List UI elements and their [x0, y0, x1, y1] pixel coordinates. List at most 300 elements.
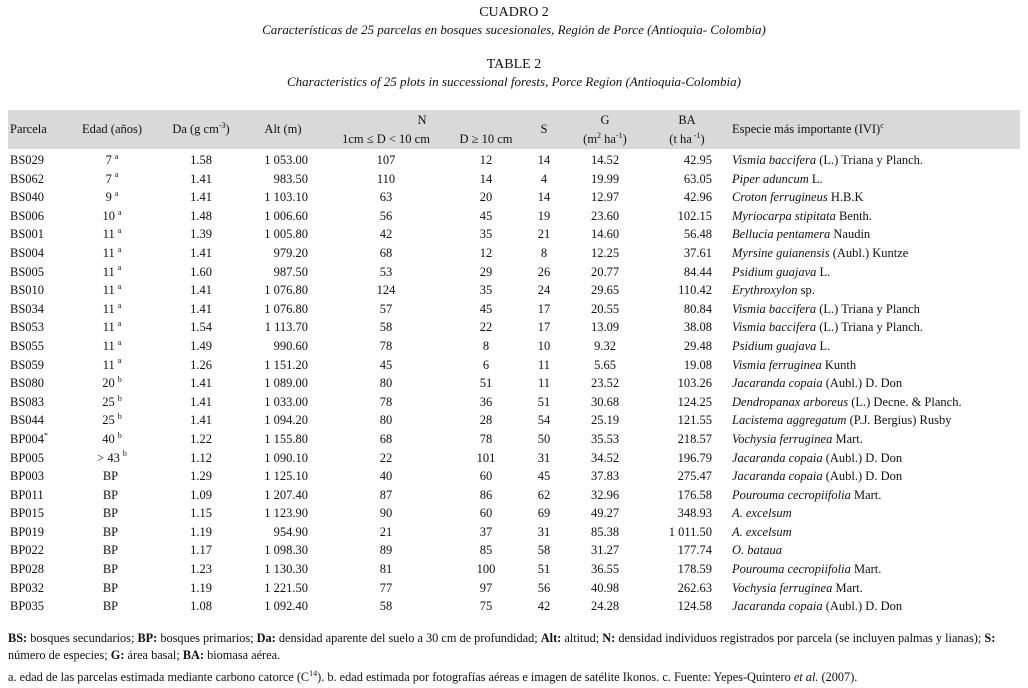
cell-parcela: BS040 [10, 190, 45, 205]
cell-especie: Bellucia pentamera Naudin [732, 227, 871, 242]
header-alt: Alt (m) [244, 110, 322, 149]
cell-ba: 1 011.50 [668, 524, 712, 539]
cell-n-large: 85 [479, 543, 493, 558]
cell-especie: A. excelsum [732, 524, 792, 539]
cell-n-small: 78 [379, 338, 393, 353]
cell-edad: 25 $^b$ [102, 412, 122, 428]
cell-n-large: 78 [479, 431, 493, 446]
legend-text: altitud; [561, 631, 603, 645]
cell-alt: 954.90 [273, 524, 308, 539]
cell-edad: BP [102, 562, 119, 577]
cell-alt: 1 207.40 [264, 487, 308, 502]
legend-text: bosques secundarios; [27, 631, 138, 645]
cell-parcela: BP032 [10, 580, 45, 595]
cell-edad: > 43 $^b$ [97, 449, 127, 465]
cell-n-large: 86 [479, 487, 493, 502]
cell-da: 1.41 [190, 190, 212, 205]
cell-g: 34.52 [590, 450, 620, 465]
cell-alt: 987.50 [273, 264, 308, 279]
cell-s: 14 [537, 153, 551, 167]
table-row [8, 281, 1020, 300]
cell-alt: 1 033.00 [264, 394, 308, 409]
caption-title-en: Characteristics of 25 plots in successional forests, Porce Region (Antioquia-Colombia) [287, 74, 741, 89]
cell-parcela: BS055 [10, 338, 45, 353]
cell-edad: 11 $^a$ [102, 319, 122, 335]
cell-parcela: BS053 [10, 320, 45, 335]
cell-parcela: BP035 [10, 599, 45, 614]
table-row [8, 244, 1020, 263]
header-ba: BA [644, 110, 730, 130]
cell-parcela: BP003 [10, 469, 45, 484]
cell-n-small: 45 [379, 357, 393, 372]
cell-parcela: BS034 [10, 301, 45, 316]
cell-especie: Pourouma cecropiifolia Mart. [732, 562, 882, 577]
cell-g: 40.98 [590, 580, 620, 595]
cell-ba: 19.08 [683, 357, 712, 372]
cell-da: 1.23 [190, 562, 212, 577]
cell-n-large: 60 [479, 506, 493, 521]
legend-text: número de especies; [8, 648, 111, 662]
cell-especie: Dendropanax arboreus (L.) Decne. & Planch. [732, 394, 962, 409]
cell-alt: 1 130.30 [264, 562, 308, 577]
header-n-small: 1cm ≤ D < 10 cm [322, 130, 450, 149]
cell-n-large: 36 [479, 394, 493, 409]
cell-s: 69 [537, 506, 551, 521]
cell-especie: Jacaranda copaia (Aubl.) D. Don [732, 599, 903, 614]
cell-n-large: 51 [479, 376, 493, 391]
cell-n-small: 42 [379, 227, 393, 242]
cell-n-large: 100 [476, 562, 496, 577]
header-especie: Especie más importante (IVI)$^c$ [730, 110, 1020, 149]
cell-n-large: 35 [479, 283, 493, 298]
cell-n-small: 124 [376, 283, 396, 298]
cell-alt: 1 006.60 [264, 208, 308, 223]
cell-edad: 11 $^a$ [102, 337, 122, 353]
cell-ba: 56.48 [683, 227, 712, 242]
cell-ba: 121.55 [677, 413, 712, 428]
table-row [8, 486, 1020, 505]
cell-parcela: BS006 [10, 208, 45, 223]
table-body [8, 149, 1020, 616]
cell-parcela: BS083 [10, 394, 45, 409]
legend-term: N: [602, 631, 616, 645]
caption-title-es: Características de 25 parcelas en bosques sucesionales, Región de Porce (Antioquia- Colombia) [262, 22, 766, 37]
cell-g: 30.68 [590, 394, 620, 409]
cell-g: 5.65 [594, 357, 616, 372]
cell-alt: 1 076.80 [264, 301, 308, 316]
legend-term: BA: [182, 648, 205, 662]
cell-alt: 1 155.80 [264, 431, 308, 446]
legend-term: G: [110, 648, 125, 662]
cell-da: 1.41 [190, 376, 212, 391]
cell-parcela: BS004 [10, 245, 45, 260]
cell-especie: Myrsine guianensis (Aubl.) Kuntze [732, 245, 909, 260]
cell-ba: 84.44 [683, 264, 712, 279]
cell-edad: 40 $^b$ [102, 430, 122, 446]
cell-n-small: 63 [379, 190, 393, 205]
cell-n-small: 57 [379, 301, 393, 316]
cell-edad: BP [102, 524, 119, 539]
cell-g: 14.60 [590, 227, 620, 242]
legend-text: biomasa aérea. [204, 648, 281, 662]
cell-n-large: 75 [479, 599, 493, 614]
cell-n-small: 21 [379, 524, 393, 539]
footnote-b: b. edad estimada por fotografías aéreas e imagen de satélite Ikonos. [324, 670, 660, 684]
header-ba-unit: (t ha $^{-1}$) [644, 130, 730, 149]
cell-g: 29.65 [590, 283, 620, 298]
cell-n-small: 78 [379, 394, 393, 409]
cell-parcela: BS062 [10, 171, 45, 186]
cell-g: 14.52 [590, 153, 620, 167]
table-row [8, 149, 1020, 170]
cell-parcela: BS044 [10, 413, 45, 428]
cell-parcela: BS005 [10, 264, 45, 279]
cell-alt: 983.50 [273, 171, 308, 186]
header-n-large: D ≥ 10 cm [450, 130, 522, 149]
cell-parcela: BS029 [10, 153, 45, 167]
cell-edad: 11 $^a$ [102, 244, 122, 260]
cell-edad: BP [102, 469, 119, 484]
legend-term: S: [984, 631, 996, 645]
cell-alt: 1 113.70 [264, 320, 308, 335]
legend-text: densidad individuos registrados por parcela (se incluyen palmas y lianas); [615, 631, 985, 645]
cell-g: 24.28 [590, 599, 620, 614]
cell-n-small: 80 [379, 413, 393, 428]
cell-s: 51 [537, 394, 551, 409]
cell-edad: 9 $^a$ [105, 189, 119, 205]
cell-ba: 262.63 [677, 580, 712, 595]
cell-da: 1.60 [190, 264, 212, 279]
table-row [8, 541, 1020, 560]
cell-n-large: 97 [479, 580, 493, 595]
cell-ba: 63.05 [683, 171, 712, 186]
cell-g: 37.83 [590, 469, 620, 484]
cell-da: 1.48 [190, 208, 212, 223]
cell-ba: 102.15 [677, 208, 712, 223]
cell-edad: BP [102, 543, 119, 558]
cell-n-small: 68 [379, 431, 393, 446]
cell-alt: 1 151.20 [264, 357, 308, 372]
cell-especie: Vochysia ferruginea Mart. [732, 580, 863, 595]
cell-n-small: 81 [379, 562, 393, 577]
legend-text: área basal; [124, 648, 183, 662]
cell-g: 12.25 [590, 245, 620, 260]
cell-parcela: BP004* [10, 430, 49, 446]
cell-g: 20.55 [590, 301, 620, 316]
cell-especie: Vochysia ferruginea Mart. [732, 431, 863, 446]
cell-edad: 11 $^a$ [102, 263, 122, 279]
cell-n-large: 12 [479, 245, 493, 260]
cell-s: 62 [537, 487, 551, 502]
cell-edad: 11 $^a$ [102, 356, 122, 372]
cell-especie: Psidium guajava L. [732, 264, 831, 279]
cell-especie: Erythroxylon sp. [732, 283, 815, 298]
cell-especie: O. bataua [732, 543, 782, 558]
cell-alt: 1 098.30 [264, 543, 308, 558]
cell-n-large: 8 [482, 338, 490, 353]
cell-especie: Psidium guajava L. [732, 338, 831, 353]
cell-s: 51 [537, 562, 551, 577]
cell-alt: 1 076.80 [264, 283, 308, 298]
cell-n-large: 6 [482, 357, 490, 372]
cell-parcela: BP028 [10, 562, 45, 577]
table-row [8, 393, 1020, 412]
cell-n-large: 12 [479, 153, 493, 167]
cell-n-large: 45 [479, 208, 493, 223]
header-g: G [566, 110, 644, 130]
abbreviations-legend [8, 630, 1022, 664]
cell-s: 11 [537, 376, 551, 391]
cell-alt: 1 053.00 [264, 153, 308, 167]
table-row [8, 207, 1020, 226]
cell-da: 1.54 [190, 320, 212, 335]
table-row [8, 263, 1020, 282]
cell-da: 1.09 [190, 487, 212, 502]
cell-s: 4 [540, 171, 548, 186]
cell-da: 1.49 [190, 338, 212, 353]
cell-da: 1.12 [190, 450, 212, 465]
cell-da: 1.41 [190, 301, 212, 316]
cell-da: 1.19 [190, 580, 212, 595]
cell-g: 12.97 [590, 190, 620, 205]
cell-n-small: 53 [379, 264, 393, 279]
legend-term: BS: [8, 631, 28, 645]
cell-ba: 29.48 [683, 338, 712, 353]
table-row [8, 356, 1020, 375]
cell-especie: Jacaranda copaia (Aubl.) D. Don [732, 376, 903, 391]
cell-s: 24 [537, 283, 551, 298]
cell-especie: Vismia baccifera (L.) Triana y Planch [732, 301, 920, 316]
cell-s: 17 [537, 320, 551, 335]
cell-g: 13.09 [590, 320, 620, 335]
cell-s: 21 [537, 227, 551, 242]
cell-da: 1.41 [190, 171, 212, 186]
table-row [8, 374, 1020, 393]
cell-s: 54 [537, 413, 551, 428]
cell-g: 20.77 [590, 264, 620, 279]
cell-especie: Vismia baccifera (L.) Triana y Planch. [732, 153, 924, 167]
cell-especie: Jacaranda copaia (Aubl.) D. Don [732, 450, 903, 465]
table-row [8, 430, 1020, 449]
header-da: Da (g $cm^{-3}$) [158, 110, 244, 149]
legend-text: densidad aparente del suelo a 30 cm de profundidad; [275, 631, 541, 645]
table-row [8, 523, 1020, 542]
cell-g: 23.60 [590, 208, 620, 223]
cell-n-small: 56 [379, 208, 393, 223]
cell-s: 10 [537, 338, 551, 353]
cell-da: 1.41 [190, 283, 212, 298]
header-g-unit: ($m^2$ $ha^{-1}$) [566, 130, 644, 149]
caption-label-es: CUADRO 2 [479, 5, 549, 20]
cell-s: 31 [537, 450, 551, 465]
cell-alt: 1 125.10 [264, 469, 308, 484]
cell-da: 1.17 [190, 543, 212, 558]
table-row [8, 579, 1020, 598]
cell-g: 32.96 [590, 487, 620, 502]
cell-ba: 177.74 [677, 543, 712, 558]
cell-da: 1.15 [190, 506, 212, 521]
header-parcela: Parcela [8, 110, 66, 149]
cell-parcela: BS080 [10, 376, 45, 391]
cell-n-small: 80 [379, 376, 393, 391]
cell-parcela: BP005 [10, 450, 45, 465]
caption-spanish [0, 4, 1028, 38]
cell-ba: 80.84 [683, 301, 712, 316]
cell-da: 1.39 [190, 227, 212, 242]
legend-text: bosques primarios; [157, 631, 257, 645]
cell-da: 1.41 [190, 394, 212, 409]
cell-edad: BP [102, 487, 119, 502]
cell-ba: 178.59 [677, 562, 712, 577]
cell-parcela: BS001 [10, 227, 45, 242]
cell-especie: Pourouma cecropiifolia Mart. [732, 487, 882, 502]
cell-ba: 196.79 [677, 450, 712, 465]
table-row [8, 560, 1020, 579]
cell-edad: BP [102, 599, 119, 614]
caption-label-en: TABLE 2 [486, 57, 542, 72]
cell-especie: Vismia ferruginea Kunth [732, 357, 857, 372]
cell-edad: 11 $^a$ [102, 226, 122, 242]
cell-da: 1.58 [190, 153, 212, 167]
cell-n-large: 22 [479, 320, 493, 335]
cell-alt: 1 221.50 [264, 580, 308, 595]
cell-n-large: 29 [479, 264, 493, 279]
cell-s: 56 [537, 580, 551, 595]
footnotes [8, 669, 1022, 686]
cell-da: 1.41 [190, 245, 212, 260]
cell-alt: 1 092.40 [264, 599, 308, 614]
cell-s: 19 [537, 208, 551, 223]
cell-s: 11 [537, 357, 551, 372]
cell-s: 14 [537, 190, 551, 205]
cell-s: 45 [537, 469, 551, 484]
footnote-c: c. Fuente: Yepes-Quintero et al. (2007). [659, 670, 858, 684]
cell-s: 58 [537, 543, 551, 558]
cell-alt: 1 123.90 [264, 506, 308, 521]
cell-parcela: BS010 [10, 283, 45, 298]
legend-term: BP: [137, 631, 158, 645]
cell-especie: A. excelsum [732, 506, 792, 521]
cell-g: 19.99 [590, 171, 620, 186]
table-row [8, 449, 1020, 468]
cell-especie: Lacistema aggregatum (P.J. Bergius) Rusby [732, 413, 952, 428]
cell-n-small: 40 [379, 469, 393, 484]
cell-g: 23.52 [590, 376, 620, 391]
cell-n-large: 20 [479, 190, 493, 205]
cell-n-small: 22 [379, 450, 393, 465]
cell-n-small: 107 [376, 153, 396, 167]
cell-n-large: 60 [479, 469, 493, 484]
cell-n-small: 68 [379, 245, 393, 260]
cell-especie: Myriocarpa stipitata Benth. [732, 208, 872, 223]
cell-g: 9.32 [594, 338, 616, 353]
cell-g: 49.27 [590, 506, 620, 521]
cell-ba: 124.58 [677, 599, 712, 614]
table-row [8, 504, 1020, 523]
cell-g: 85.38 [590, 524, 620, 539]
cell-edad: 7 $^a$ [105, 151, 119, 167]
table-row [8, 225, 1020, 244]
table-row [8, 597, 1020, 616]
cell-parcela: BP019 [10, 524, 45, 539]
legend-term: Alt: [540, 631, 562, 645]
cell-ba: 103.26 [677, 376, 712, 391]
table-row [8, 188, 1020, 207]
cell-da: 1.41 [190, 413, 212, 428]
cell-n-large: 45 [479, 301, 493, 316]
plots-table [8, 110, 1020, 616]
header-n: N [322, 110, 522, 130]
cell-ba: 37.61 [683, 245, 712, 260]
cell-parcela: BS059 [10, 357, 45, 372]
footnote-a: a. edad de las parcelas estimada mediante carbono catorce $(C^{14})$. [8, 668, 325, 684]
cell-n-large: 14 [479, 171, 493, 186]
cell-ba: 110.42 [678, 283, 712, 298]
cell-n-small: 90 [379, 506, 393, 521]
cell-edad: 7 $^a$ [105, 170, 119, 186]
cell-edad: 20 $^b$ [102, 374, 122, 391]
cell-s: 26 [537, 264, 551, 279]
cell-parcela: BP015 [10, 506, 45, 521]
table-row [8, 300, 1020, 319]
cell-ba: 38.08 [683, 320, 712, 335]
table-notes [8, 630, 1022, 686]
cell-n-small: 58 [379, 320, 393, 335]
cell-parcela: BP011 [10, 487, 44, 502]
cell-s: 8 [540, 245, 548, 260]
cell-da: 1.19 [190, 524, 212, 539]
cell-ba: 124.25 [677, 394, 712, 409]
cell-ba: 42.96 [683, 190, 712, 205]
caption-english [0, 56, 1028, 90]
cell-da: 1.29 [190, 469, 212, 484]
cell-alt: 990.60 [273, 338, 308, 353]
cell-edad: 25 $^b$ [102, 393, 122, 409]
cell-edad: 10 $^a$ [102, 207, 122, 223]
cell-ba: 42.95 [683, 153, 712, 167]
cell-edad: BP [102, 506, 119, 521]
cell-g: 35.53 [590, 431, 620, 446]
cell-n-small: 110 [376, 171, 396, 186]
cell-s: 42 [537, 599, 551, 614]
legend-term: Da: [256, 631, 276, 645]
cell-s: 50 [537, 431, 551, 446]
cell-alt: 979.20 [273, 245, 308, 260]
cell-alt: 1 089.00 [264, 376, 308, 391]
cell-ba: 348.93 [677, 506, 712, 521]
cell-edad: 11 $^a$ [102, 300, 122, 316]
cell-edad: 11 $^a$ [102, 282, 122, 298]
cell-g: 36.55 [590, 562, 620, 577]
cell-especie: Croton ferrugineus H.B.K [732, 190, 864, 205]
cell-alt: 1 103.10 [264, 190, 308, 205]
cell-n-large: 101 [476, 450, 496, 465]
table-row [8, 467, 1020, 486]
cell-especie: Vismia baccifera (L.) Triana y Planch. [732, 320, 924, 335]
cell-ba: 275.47 [677, 469, 712, 484]
table-row [8, 337, 1020, 356]
cell-ba: 176.58 [677, 487, 712, 502]
table-row [8, 318, 1020, 337]
cell-n-small: 89 [379, 543, 393, 558]
cell-g: 31.27 [590, 543, 620, 558]
header-s: S [522, 110, 566, 149]
cell-alt: 1 090.10 [264, 450, 308, 465]
cell-especie: Jacaranda copaia (Aubl.) D. Don [732, 469, 903, 484]
cell-n-large: 37 [479, 524, 493, 539]
cell-parcela: BP022 [10, 543, 45, 558]
cell-n-small: 87 [379, 487, 393, 502]
